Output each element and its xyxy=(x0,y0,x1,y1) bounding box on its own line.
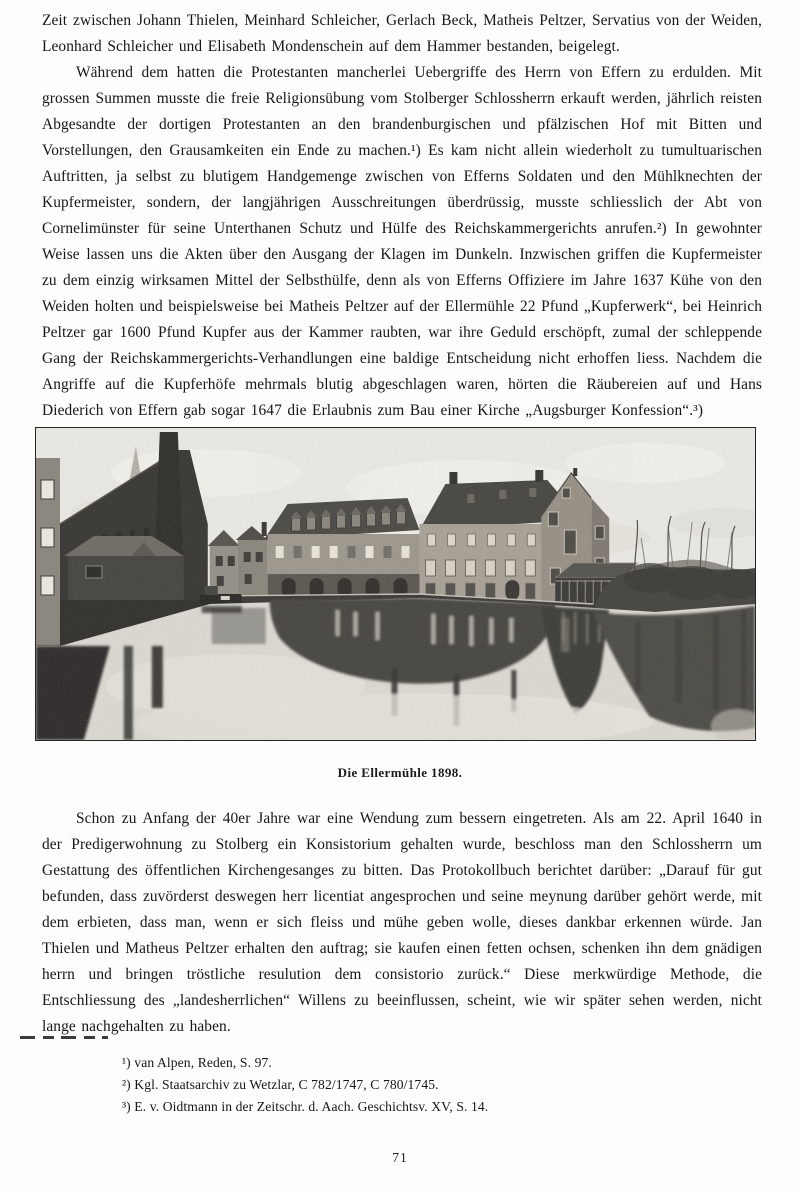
footnote-3: ³) E. v. Oidtmann in der Zeitschr. d. Aach. Geschichtsv. XV, S. 14. xyxy=(122,1099,489,1114)
body-text-upper xyxy=(42,8,762,424)
figure-caption: Die Ellermühle 1898. xyxy=(337,765,463,780)
footnotes-block xyxy=(122,1052,742,1118)
body-text-lower xyxy=(42,806,762,1040)
page-number: 71 xyxy=(392,1150,408,1165)
ellermuehle-figure xyxy=(35,427,756,741)
ellermuehle-photo xyxy=(36,428,755,740)
footnote-2: ²) Kgl. Staatsarchiv zu Wetzlar, C 782/1747, C 780/1745. xyxy=(122,1077,439,1092)
body-paragraph-2: Während dem hatten die Protestanten mancherlei Uebergriffe des Herrn von Effern zu erdulden. Mit grossen Summen musste die freie Religionsübung vom Stolberger Schlossherrn erkauft werden, jährlich reisten Abgesandte der dortigen Protestanten an den brandenburgischen und pfälzischen Hof mit Bitten und Vorstellungen, den Grausamkeiten ein Ende zu machen.¹) Es kam nicht allein wiederholt zu tumultuarischen Auftritten, ja selbst zu blutigem Handgemenge zwischen von Efferns Soldaten und den Mühlknechten der Kupfermeister, sondern, der langjährigen Ausschreitungen überdrüssig, musste schliesslich der Abt von Cornelimünster für seine Unterthanen Schutz und Hülfe des Reichskammergerichts anrufen.²) In gewohnter Weise lassen uns die Akten über den Ausgang der Klagen im Dunkeln. Inzwischen griffen die Kupfermeister zu dem einzig wirksamen Mittel der Selbsthülfe, denn als von Efferns Offiziere im Jahre 1637 Kühe von den Weiden holten und beispielsweise bei Matheis Peltzer auf der Ellermühle 22 Pfund „Kupferwerk“, bei Heinrich Peltzer gar 1600 Pfund Kupfer aus der Kammer raubten, war ihre Geduld erschöpft, zumal der schleppende Gang der Reichskammergerichts-Verhandlungen eine baldige Entscheidung nicht erhoffen liess. Nachdem die Angriffe auf die Kupferhöfe mehrmals blutig abgeschlagen waren, hörten die Räubereien auf und Hans Diederich von Effern gab sogar 1647 die Erlaubnis zum Bau einer Kirche „Augsburger Konfession“.³) xyxy=(42,64,762,419)
body-paragraph-1: Zeit zwischen Johann Thielen, Meinhard Schleicher, Gerlach Beck, Matheis Peltzer, Servatius von der Weiden, Leonhard Schleicher und Elisabeth Mondenschein auf dem Hammer bestanden, beigelegt. xyxy=(42,12,762,55)
footnote-1: ¹) van Alpen, Reden, S. 97. xyxy=(122,1055,272,1070)
footnote-separator xyxy=(20,1036,108,1039)
body-paragraph-3: Schon zu Anfang der 40er Jahre war eine Wendung zum bessern eingetreten. Als am 22. April 1640 in der Predigerwohnung zu Stolberg ein Konsistorium gehalten wurde, beschloss man den Schlossherrn um Gestattung des öffentlichen Kirchengesanges zu bitten. Das Protokollbuch berichtet darüber: „Darauf für gut befunden, dass zuvörderst deswegen herr licentiat angesprochen und seine meynung darüber gehört werde, mit dem erbieten, dass man, wenn er sich fleiss und mühe geben wolle, dieses dankbar erkennen würde. Jan Thielen und Matheus Peltzer erhalten den auftrag; sie kaufen einen fetten ochsen, schenken ihn dem gnädigen herrn und bringen tröstliche resulution dem consistorio zurück.“ Diese merkwürdige Methode, die Entschliessung des „landesherrlichen“ Willens zu beeinflussen, scheint, wie wir später sehen werden, nicht lange nachgehalten zu haben. xyxy=(42,810,762,1035)
